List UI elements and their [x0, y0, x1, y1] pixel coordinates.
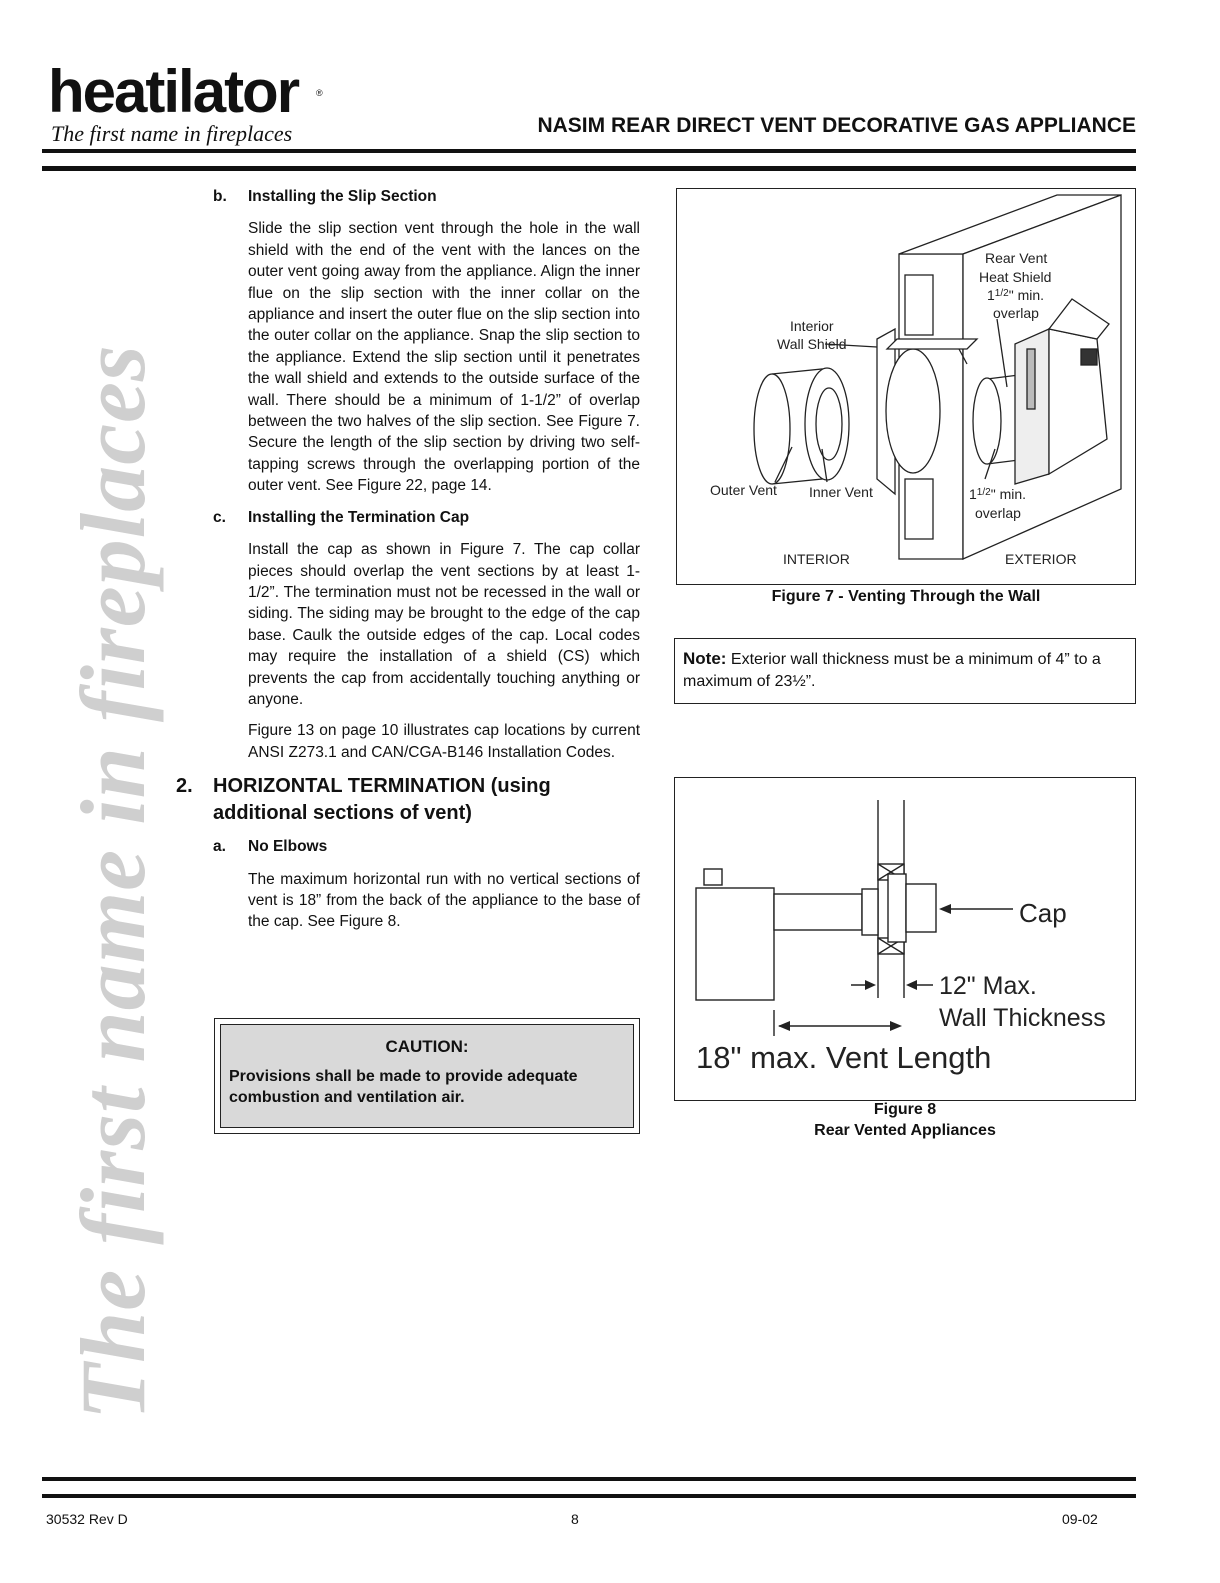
appliance-top-knob [704, 869, 722, 885]
vent-pipe [774, 894, 862, 930]
step-c [176, 507, 640, 763]
label-wall-thickness: Wall Thickness [939, 1004, 1106, 1032]
figure-7-caption: Figure 7 - Venting Through the Wall [771, 588, 1041, 605]
wall-arrowhead-right [906, 980, 917, 990]
label-overlap-min-whole: 1 [969, 486, 977, 502]
header-rule-thick [42, 166, 1136, 171]
figure-7-diagram [677, 189, 1135, 584]
footer-page-number: 8 [571, 1511, 579, 1527]
step-c-text-2: Figure 13 on page 10 illustrates cap locations by current ANSI Z273.1 and CAN/CGA-B146 Installation Codes. [248, 722, 640, 761]
caution-panel [220, 1024, 634, 1128]
step-b-text: Slide the slip section vent through the hole in the wall shield with the end of the vent with the lances on the outer vent going away from the appliance. Align the inner flue on the slip section with the inner collar on the appliance and insert the outer flue on the slip section into the outer collar on the appliance. Snap the slip section to the appliance. Extend the slip section until it penetrates the wall shield and extends to the outside surface of the wall. There should be a minimum of 1-1/2” of overlap between the two halves of the slip section. See Figure 7. Secure the length of the slip section by driving two self-tapping screws through the overlapping portion of the outer vent. See Figure 22, page 14. [248, 220, 640, 495]
footer-rule-thin [42, 1477, 1136, 1481]
header-rule-thin [42, 149, 1136, 153]
section-2-title: HORIZONTAL TERMINATION (using additional sections of vent) [213, 775, 551, 825]
label-rear-min-unit: " min. [1008, 287, 1045, 303]
document-title: NASIM REAR DIRECT VENT DECORATIVE GAS APPLIANCE [537, 114, 1136, 137]
step-b-title: Installing the Slip Section [248, 188, 437, 205]
length-arrowhead-right [890, 1021, 902, 1031]
label-inner-vent: Inner Vent [809, 484, 873, 500]
footer-doc-number: 30532 Rev D [46, 1511, 128, 1527]
vent-coupler [862, 889, 878, 935]
caution-box [214, 1018, 640, 1134]
label-cap: Cap [1019, 898, 1067, 928]
footer-date: 09-02 [1062, 1511, 1098, 1527]
label-heat-shield: Heat Shield [979, 269, 1052, 285]
termination-cap-vents [1027, 349, 1035, 409]
figure-8-caption [674, 1099, 1136, 1141]
step-a-title: No Elbows [248, 838, 328, 856]
termination-cap-label [1081, 349, 1097, 365]
label-wall-shield: Wall Shield [777, 336, 847, 352]
termination-cap [906, 884, 936, 932]
instructions-column [176, 186, 640, 943]
label-overlap-min-fraction: 1/2 [976, 487, 991, 498]
wall-arrowhead-left [865, 980, 876, 990]
exterior-vent-end [973, 378, 1001, 464]
figure-8-frame [674, 777, 1136, 1101]
step-c-title: Installing the Termination Cap [248, 508, 470, 526]
footer-rule-thick [42, 1494, 1136, 1498]
step-c-letter: c. [213, 508, 226, 526]
label-rear-min-fraction: 1/2 [994, 288, 1009, 299]
wall-hole [886, 349, 940, 473]
logo-wordmark: heatilator [48, 58, 299, 125]
label-interior: Interior [790, 318, 834, 334]
label-rear-min-whole: 1 [987, 287, 995, 303]
step-a-text: The maximum horizontal run with no vertical sections of vent is 18” from the back of the appliance to the base of the cap. See Figure 8. [248, 870, 640, 931]
figure-7-frame [676, 188, 1136, 585]
note-box [674, 638, 1136, 704]
figure-8-caption-title: Figure 8 [873, 1101, 937, 1118]
step-a [176, 836, 640, 933]
label-vent-length: 18" max. Vent Length [696, 1040, 992, 1075]
step-b-letter: b. [213, 188, 227, 205]
step-c-text-1: Install the cap as shown in Figure 7. The cap collar pieces should overlap the vent sections by at least 1-1/2”. The termination must not be recessed in the wall or siding. The siding may be brought to the edge of the cap base. Caulk the outside edges of the cap. Local codes may require the installation of a shield (CS) which prevents the cap from accidentally touching anything or anyone. [248, 541, 640, 708]
cap-base-plate [888, 874, 906, 942]
length-arrowhead-left [778, 1021, 790, 1031]
figure-8-diagram [675, 778, 1135, 1100]
note-label: Note: [683, 649, 727, 668]
label-outer-vent: Outer Vent [710, 482, 777, 498]
caution-title: CAUTION: [385, 1037, 469, 1056]
logo-registered-mark: ® [316, 88, 323, 98]
section-2-heading [176, 773, 640, 827]
label-wall-max: 12" Max. [939, 972, 1037, 1000]
step-b [176, 186, 640, 497]
label-rear-overlap: overlap [993, 305, 1039, 321]
side-watermark: The first name in fireplaces [62, 344, 164, 1420]
note-text: Exterior wall thickness must be a minimum of 4” to a maximum of 23½”. [683, 651, 1101, 690]
label-rear-vent: Rear Vent [985, 250, 1048, 266]
figure-8-caption-subtitle: Rear Vented Appliances [814, 1122, 996, 1139]
rear-vent-heat-shield [887, 339, 977, 349]
appliance-body [696, 888, 774, 1000]
section-2-number: 2. [176, 775, 193, 798]
label-exterior-side: EXTERIOR [1005, 551, 1077, 567]
label-overlap-min-unit: " min. [990, 486, 1027, 502]
caution-text: Provisions shall be made to provide adequate combustion and ventilation air. [229, 1068, 578, 1106]
label-interior-side: INTERIOR [783, 551, 850, 567]
heatilator-logo [48, 58, 338, 148]
logo-tagline: The first name in fireplaces [51, 121, 293, 146]
outer-vent-end [754, 374, 790, 484]
step-a-letter: a. [213, 838, 226, 856]
label-overlap: overlap [975, 505, 1021, 521]
cap-arrowhead [939, 904, 951, 914]
